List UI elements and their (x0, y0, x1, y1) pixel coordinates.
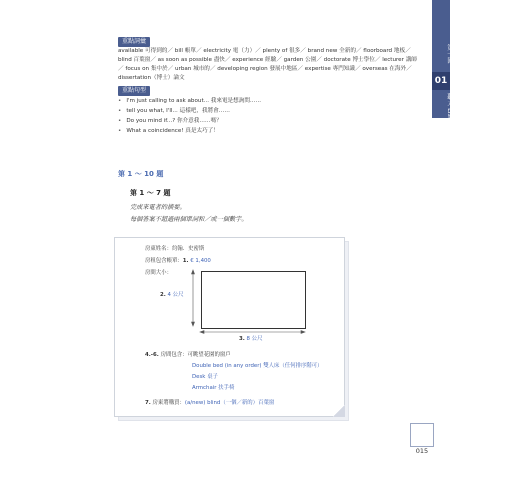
dimension-bottom-value: 8 公尺 (246, 336, 263, 342)
tenant-line: 房東姓名：約翰．史密斯 (145, 246, 205, 252)
dimension-side (160, 290, 183, 298)
rent-number: 1. (182, 258, 189, 264)
include-item-desk: Desk 桌子 (192, 374, 218, 380)
phrase-item: • I'm just calling to ask about... 我來電是想詢問…… (118, 96, 261, 106)
buy-line (145, 398, 274, 406)
page-number: 015 (415, 447, 429, 455)
rent-label: 房租包含帳單： (145, 258, 183, 264)
phrases-badge: 重點句型 (118, 86, 150, 96)
rent-line (145, 256, 211, 264)
phrase-item: • What a coincidence! 真是太巧了！ (118, 126, 261, 136)
dimension-side-value: 4 公尺 (167, 292, 184, 298)
instruction-line-1: 完成來電者的摘要。 (130, 204, 186, 211)
buy-answer: (a/new) blind（一個／新的）百葉窗 (184, 400, 275, 406)
includes-label: 房間包含：可眺望花園的窗戶 (160, 352, 231, 358)
dimension-bottom-number: 3. (239, 336, 245, 342)
chapter-label: 第一回 (446, 44, 454, 64)
question-title: 第 1 ～ 7 題 (130, 189, 171, 197)
includes-line (145, 350, 231, 358)
size-label: 房間大小： (145, 270, 172, 276)
page-fold (333, 405, 345, 417)
phrases-list (118, 96, 261, 136)
vocab-badge: 重點詞彙 (118, 37, 150, 47)
chapter-number: 01 (432, 72, 450, 90)
phrase-item: • Do you mind if...? 你介意我……嗎？ (118, 116, 261, 126)
rent-answer: € 1,400 (190, 258, 211, 264)
buy-label: 房東將購買： (152, 400, 185, 406)
dimension-bottom (239, 334, 262, 342)
section-label: 聽力 Listening (446, 93, 454, 138)
includes-number: 4.-6. (145, 352, 159, 358)
buy-number: 7. (145, 400, 151, 406)
include-item-double-bed: Double bed (in any order) 雙人床（任何排序階可） (192, 363, 323, 369)
vocab-text: available 可得到的／ bill 帳單／ electricity 電（力）／ plenty of 很多／ brand new 全新的／ floorboard 地板／ blind 百葉窗／ as soon as possible 盡快／ experience 經驗／ garden 公園／ doctorate 博士學位／ lecturer 講師／ focus on 集中於／ urban 城市的／ developing region 發展中地區／ expertise 專門知識／ overseas 在海外／ dissertation（博士）論文 (118, 48, 417, 81)
section-title: 第 1 ～ 10 題 (118, 170, 164, 178)
dimension-side-number: 2. (160, 292, 166, 298)
room-rectangle (201, 271, 306, 329)
instruction-line-2: 每個答案不超過兩個單詞和／或一個數字。 (130, 216, 248, 223)
page-number-box (410, 423, 434, 447)
include-item-armchair: Armchair 扶手椅 (192, 385, 235, 391)
phrase-item: • tell you what, I'll... 這樣吧，我將會…… (118, 106, 261, 116)
